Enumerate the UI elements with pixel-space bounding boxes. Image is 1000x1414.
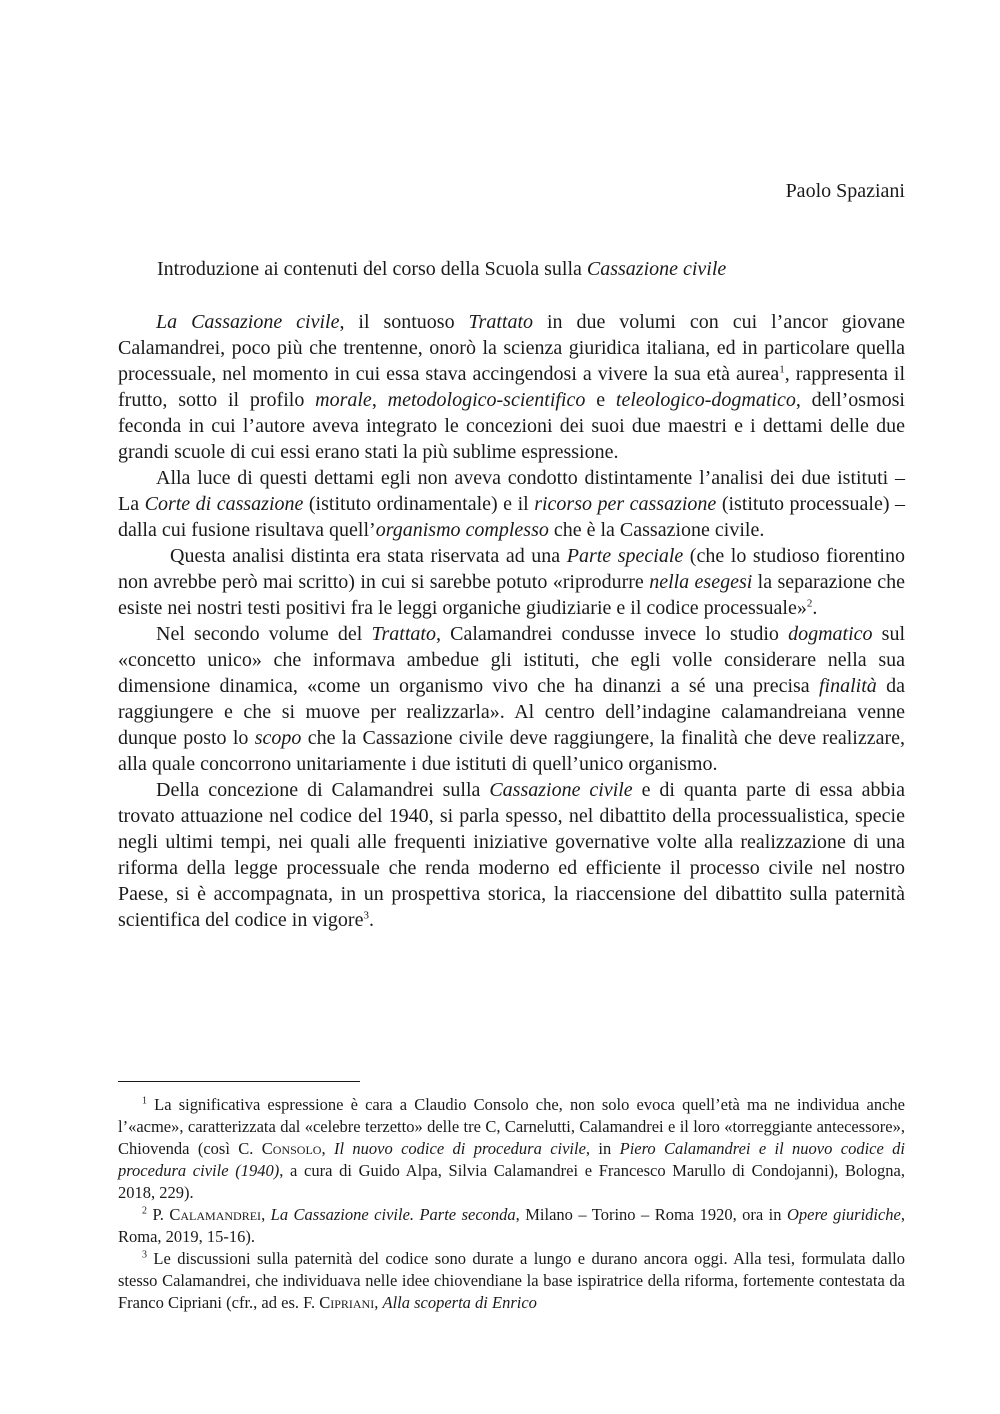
- footnote-ref: 3: [142, 1249, 147, 1261]
- text-run-italic: ricorso per cassazione: [534, 493, 717, 515]
- section-title-italic: Cassazione civile: [586, 258, 727, 280]
- text-run: .: [812, 597, 818, 619]
- text-run: Questa analisi distinta era stata riservata ad una: [170, 545, 567, 567]
- text-run-italic: nella esegesi: [649, 571, 753, 593]
- text-run-italic: organismo complesso: [375, 519, 549, 541]
- paragraph: [118, 621, 905, 777]
- paragraph: [118, 543, 905, 621]
- text-run: e di quanta parte di essa abbia trovato attuazione nel codice del 1940, si parla spesso, nel dibattito della processualistica, specie negli ultimi tempi, nei quali alle frequenti iniziative governative volte alla realizzazione di una riforma della legge processuale che renda moderno ed efficiente il processo civile nel nostro Paese, si è accompagnata, in un prospettiva storica, la riaccensione del dibattito sulla paternità scientifica del codice in vigore: [118, 779, 905, 931]
- footnote: [118, 1248, 905, 1314]
- text-run-italic: dogmatico: [788, 623, 873, 645]
- text-run: Nel secondo volume del: [156, 623, 372, 645]
- paragraph: [118, 465, 905, 543]
- footnotes: [118, 1094, 905, 1314]
- text-run: sul «concetto unico» che informava ambedue gli istituti, che egli volle considerare nella sua dimensione dinamica, «come un organismo vivo che ha dinanzi a sé una precisa: [118, 623, 905, 697]
- text-run: Alla luce di questi dettami egli non aveva condotto distintamente l’analisi dei due istituti – La: [118, 467, 905, 515]
- footnote-run: , in: [585, 1139, 620, 1158]
- author-name: Paolo Spaziani: [785, 180, 905, 202]
- footnote-ref: 2: [142, 1205, 147, 1217]
- paragraph: [118, 309, 905, 465]
- text-run: e: [585, 389, 616, 411]
- text-run: .: [368, 909, 374, 931]
- footnote-run-italic: Piero Calamandrei e il nuovo codice di procedura civile (1940): [118, 1139, 905, 1180]
- author-surname: Calamandrei: [169, 1205, 262, 1224]
- footnote: [118, 1094, 905, 1204]
- text-run-italic: Trattato: [371, 623, 436, 645]
- footnote-ref: 3: [363, 909, 369, 922]
- author-surname: Cipriani: [319, 1293, 375, 1312]
- footnote-ref: 1: [142, 1095, 147, 1107]
- footnote-run: , Roma, 2019, 15-16).: [118, 1205, 906, 1246]
- footnote: [118, 1204, 905, 1248]
- text-run-italic: finalità: [819, 675, 877, 697]
- footnote-run-italic: Opere giuridiche: [786, 1205, 901, 1224]
- text-run: che è la Cassazione civile.: [548, 519, 765, 541]
- footnote-run: ,: [321, 1139, 334, 1158]
- text-run-italic: scopo: [254, 727, 302, 749]
- text-run-italic: Corte di cassazione: [144, 493, 304, 515]
- text-run-italic: Cassazione civile: [489, 779, 633, 801]
- text-run: , dell’osmosi feconda in cui l’autore aveva integrato le concezioni dei suoi due maestri e i dettami delle due grandi scuole di cui essi erano stati la più sublime espressione.: [118, 389, 905, 463]
- text-run: (istituto ordinamentale) e il: [303, 493, 535, 515]
- text-run: che la Cassazione civile deve raggiungere, la finalità che deve realizzare, alla quale concorrono unitariamente i due istituti di quell’unico organismo.: [118, 727, 906, 775]
- author-surname: Consolo: [261, 1139, 322, 1158]
- text-run-italic: metodologico-scientifico: [387, 389, 586, 411]
- text-run-italic: La Cassazione civile: [156, 311, 340, 333]
- footnote-run: , Milano – Torino – Roma 1920, ora in: [515, 1205, 787, 1224]
- footnote-ref: 1: [779, 363, 785, 376]
- text-run: in due volumi con cui l’ancor giovane Calamandrei, poco più che trentenne, onorò la scienza giuridica italiana, ed in particolare quella processuale, nel momento in cui essa stava accingendosi a vivere la sua età aurea: [118, 311, 905, 385]
- text-run: Della concezione di Calamandrei sulla: [156, 779, 490, 801]
- text-run: , rappresenta il frutto, sotto il profilo: [118, 363, 906, 411]
- text-run-italic: teleologico-dogmatico: [615, 389, 796, 411]
- footnote-run-italic: Il nuovo codice di procedura civile: [333, 1139, 586, 1158]
- footnote-run-italic: Alla scoperta di Enrico: [382, 1293, 537, 1312]
- text-run-italic: Parte speciale: [566, 545, 684, 567]
- footnote-run: Le discussioni sulla paternità del codice sono durate a lungo e durano ancora oggi. Alla tesi, formulata dallo stesso Calamandrei, che individuava nelle idee chiovendiane la base ispiratrice della riforma, fortemente contestata da Franco Cipriani (cfr., ad es. F.: [118, 1249, 905, 1312]
- footnote-ref: 2: [806, 597, 813, 610]
- text-run: ,: [371, 389, 388, 411]
- text-run-italic: morale: [315, 389, 372, 411]
- text-run-italic: Trattato: [468, 311, 534, 333]
- text-run: , Calamandrei condusse invece lo studio: [435, 623, 789, 645]
- footnote-run: ,: [374, 1293, 383, 1312]
- text-run: , il sontuoso: [339, 311, 469, 333]
- body-text: [118, 309, 905, 933]
- text-run: (che lo studioso fiorentino non avrebbe però mai scritto) in cui si sarebbe potuto «riprodurre: [118, 545, 905, 593]
- footnote-run: P.: [147, 1205, 170, 1224]
- footnote-run-italic: La Cassazione civile. Parte seconda: [270, 1205, 516, 1224]
- text-run: (istituto processuale) – dalla cui fusione risultava quell’: [118, 493, 906, 541]
- section-title-text: Introduzione ai contenuti del corso della Scuola sulla: [157, 258, 587, 280]
- text-run: la separazione che esiste nei nostri testi positivi fra le leggi organiche giudiziarie e il codice processuale»: [118, 571, 906, 619]
- footnote-run: La significativa espressione è cara a Claudio Consolo che, non solo evoca quell’età ma ne individua anche l’«acme», caratterizzata dal «celebre terzetto» delle tre C, Carnelutti, Calamandrei e il loro «torreggiante antecessore», Chiovenda (così C.: [118, 1095, 905, 1158]
- paragraph: [118, 777, 905, 933]
- footnote-run: , a cura di Guido Alpa, Silvia Calamandrei e Francesco Marullo di Condojanni), Bologna, 2018, 229).: [118, 1161, 905, 1202]
- section-title: [157, 256, 726, 282]
- footnote-separator: [118, 1081, 360, 1082]
- text-run: da raggiungere e che si muove per realizzarla». Al centro dell’indagine calamandreiana venne dunque posto lo: [118, 675, 905, 749]
- footnote-run: ,: [261, 1205, 271, 1224]
